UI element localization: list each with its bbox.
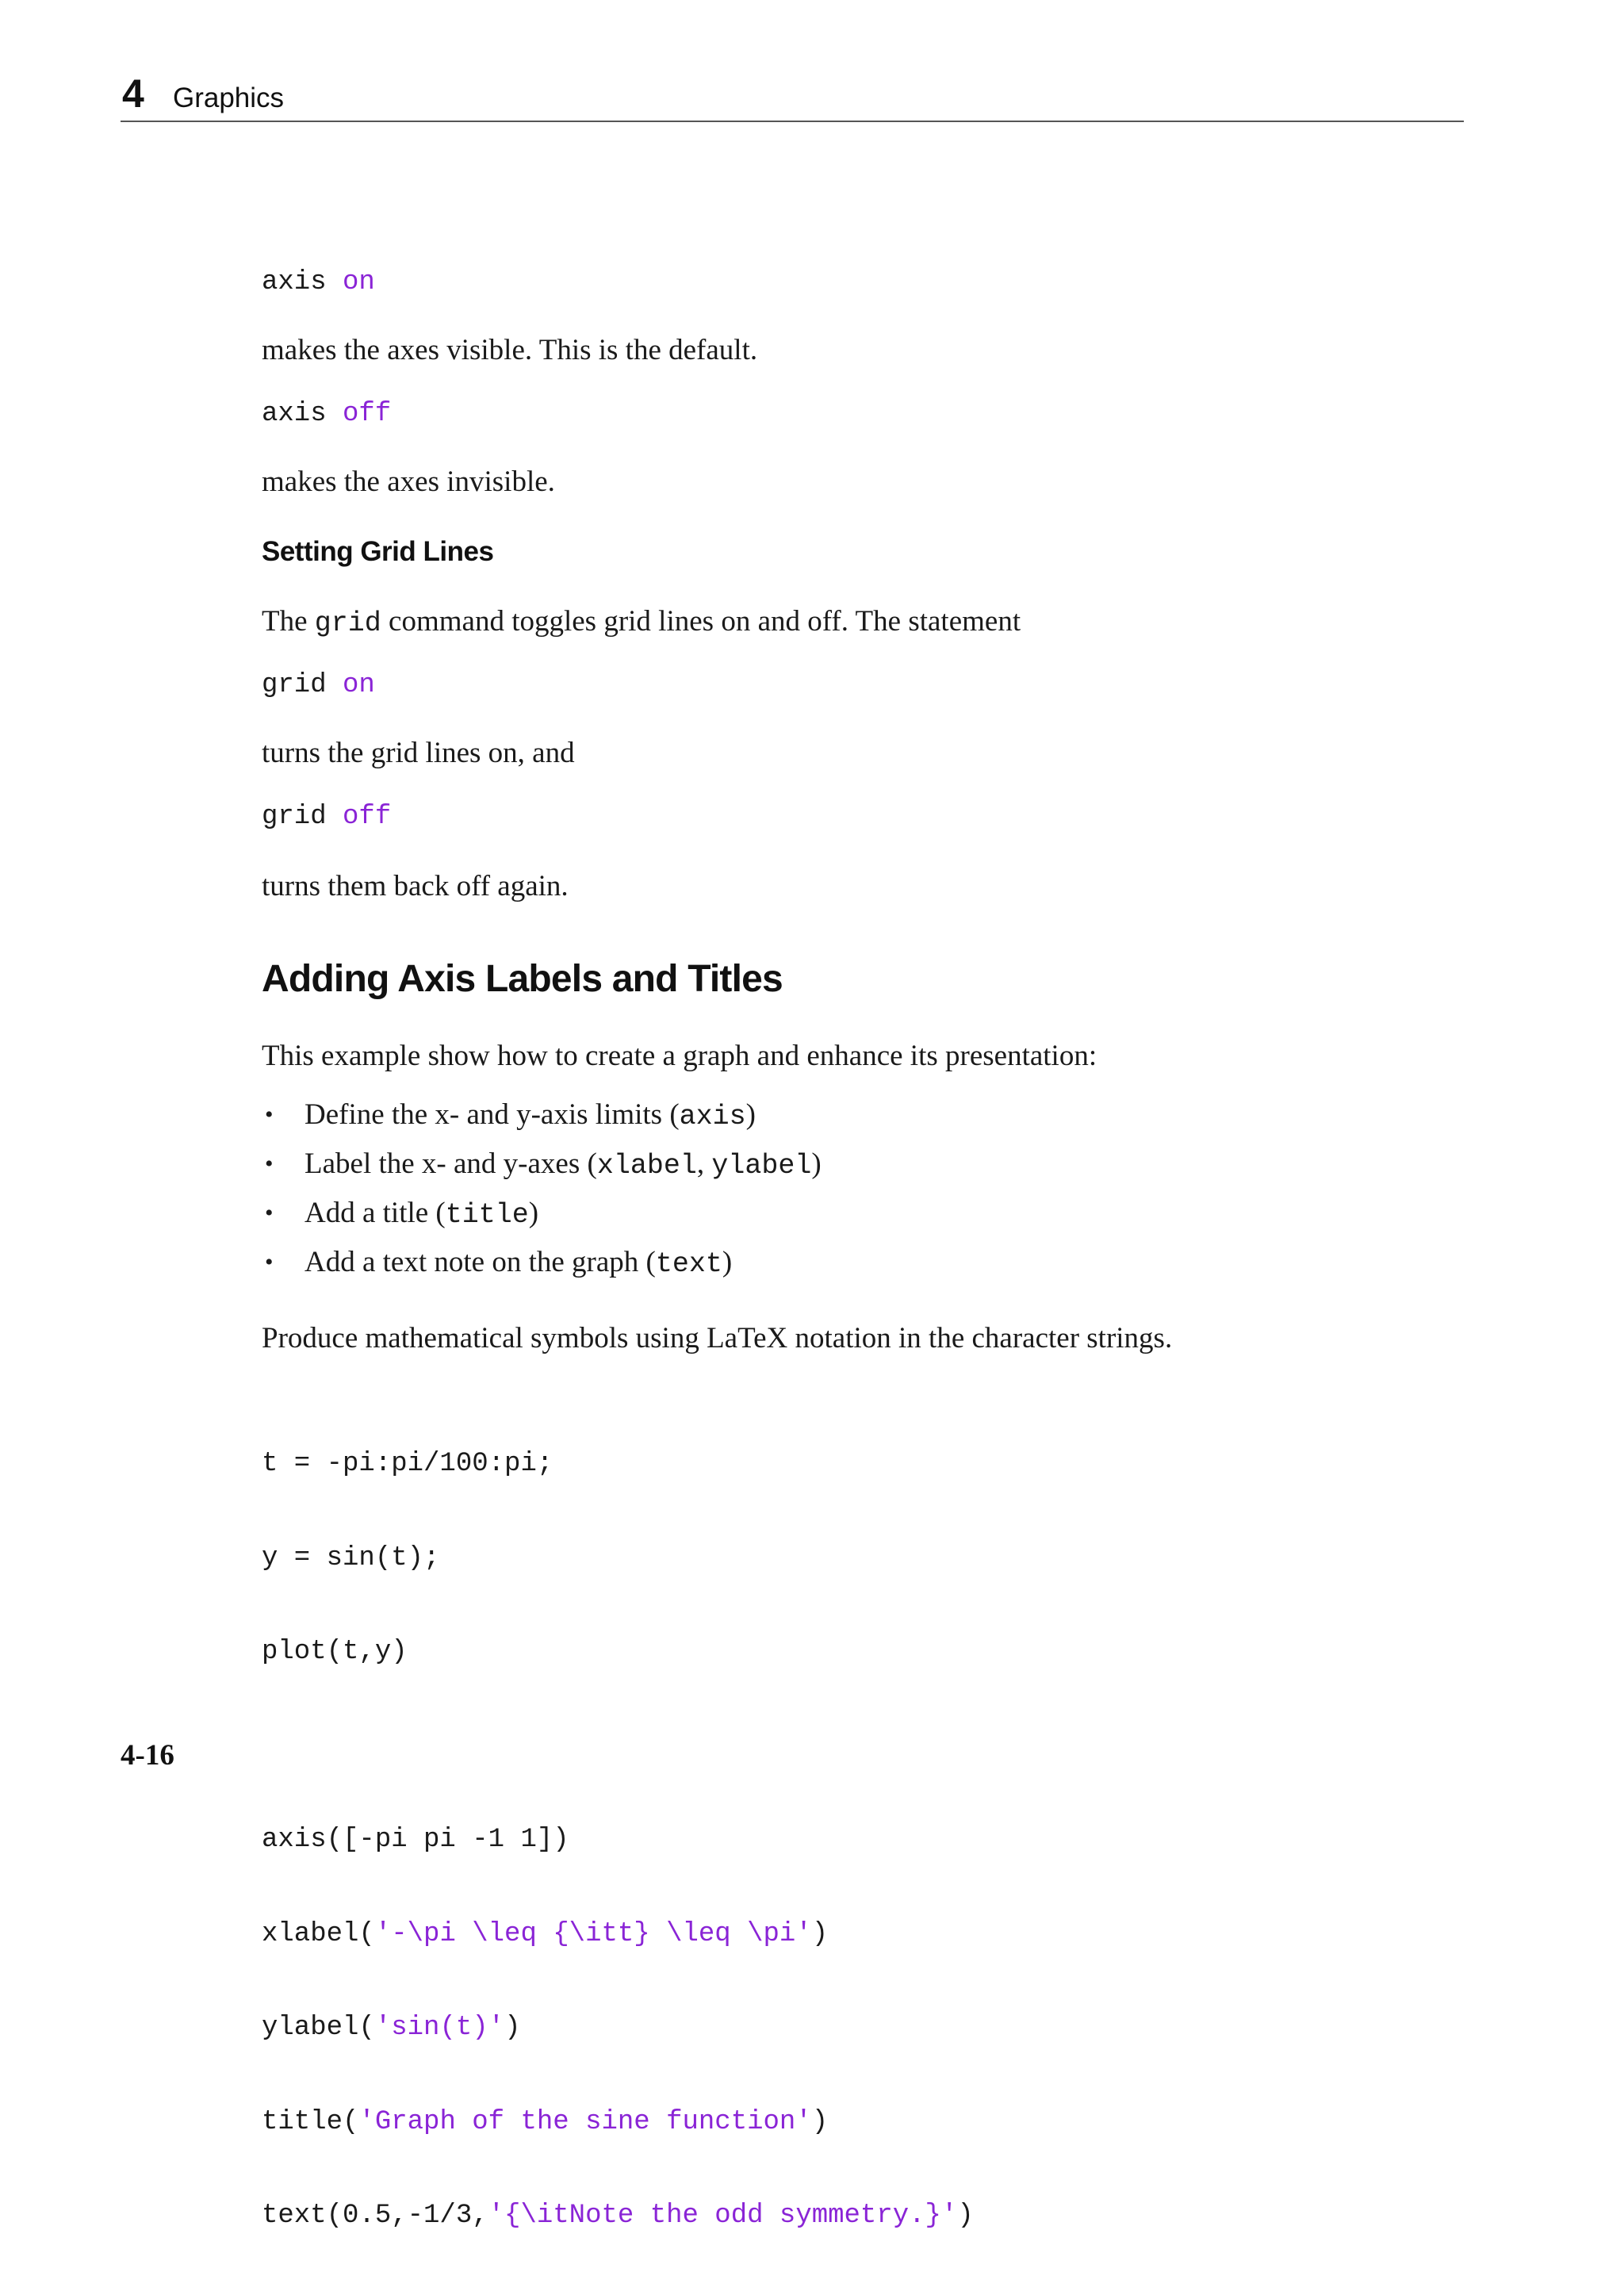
heading-setting-grid-lines: Setting Grid Lines — [262, 536, 494, 567]
paragraph-labels-intro: This example show how to create a graph and enhance its presentation: — [262, 1040, 1097, 1072]
list-item — [262, 1245, 733, 1294]
code-grid-on — [262, 669, 375, 701]
bullet-icon: • — [265, 1151, 274, 1177]
code-keyword: off — [343, 399, 392, 429]
code-text: plot(t,y) — [262, 1637, 408, 1667]
code-line — [262, 1919, 974, 1951]
code-grid-off — [262, 801, 391, 833]
code-line — [262, 1543, 974, 1575]
text: Add a text note on the graph ( — [304, 1246, 656, 1278]
paragraph-grid-on: turns the grid lines on, and — [262, 737, 575, 769]
text: ) — [722, 1246, 733, 1278]
inline-code: grid — [314, 607, 381, 639]
code-axis-on — [262, 266, 375, 298]
list-item — [262, 1147, 822, 1196]
code-line — [262, 1731, 974, 1763]
list-item — [262, 1196, 539, 1245]
code-line — [262, 2107, 974, 2139]
text: command toggles grid lines on and off. The statement — [381, 605, 1021, 638]
chapter-title: Graphics — [173, 82, 285, 113]
inline-code: title — [445, 1199, 529, 1231]
code-text: t = -pi:pi/100:pi; — [262, 1449, 553, 1479]
code-command: grid — [262, 802, 343, 832]
code-text: text(0.5,-1/3, — [262, 2201, 488, 2231]
bullet-list — [262, 1098, 822, 1294]
text: Define the x- and y-axis limits ( — [304, 1098, 680, 1131]
code-block — [262, 1386, 974, 2295]
paragraph-axis-off: makes the axes invisible. — [262, 466, 555, 498]
code-line — [262, 1825, 974, 1856]
paragraph-latex-note: Produce mathematical symbols using LaTeX notation in the character strings. — [262, 1322, 1173, 1354]
code-text: ) — [504, 2013, 521, 2043]
text: ) — [811, 1148, 822, 1180]
paragraph-grid-intro — [262, 604, 1021, 641]
code-text: axis([-pi pi -1 1]) — [262, 1825, 569, 1855]
code-text: y = sin(t); — [262, 1542, 440, 1573]
code-command: axis — [262, 267, 343, 297]
code-line — [262, 2013, 974, 2044]
text: Label the x- and y-axes ( — [304, 1148, 597, 1180]
code-string: '{\itNote the odd symmetry.}' — [488, 2201, 958, 2231]
bullet-icon: • — [265, 1102, 274, 1128]
inline-code: xlabel — [596, 1150, 697, 1182]
inline-code: axis — [679, 1101, 746, 1132]
text: The — [262, 605, 315, 638]
list-item-text — [304, 1098, 756, 1134]
inline-code: ylabel — [711, 1150, 812, 1182]
code-text: ) — [957, 2201, 974, 2231]
bullet-icon: • — [265, 1200, 274, 1226]
code-text: ylabel( — [262, 2013, 375, 2043]
page-header — [121, 70, 1464, 122]
code-text: xlabel( — [262, 1918, 375, 1949]
bullet-icon: • — [265, 1249, 274, 1275]
code-string: 'Graph of the sine function' — [358, 2106, 812, 2137]
list-item-text — [304, 1245, 732, 1282]
code-text: ) — [811, 2106, 829, 2137]
inline-code: text — [655, 1248, 722, 1280]
list-item-text — [304, 1147, 822, 1183]
text: Add a title ( — [304, 1197, 446, 1229]
list-item — [262, 1098, 756, 1147]
code-string: '-\pi \leq {\itt} \leq \pi' — [374, 1918, 812, 1949]
heading-adding-axis-labels: Adding Axis Labels and Titles — [262, 958, 783, 1000]
text: , — [696, 1148, 712, 1180]
code-keyword: on — [343, 267, 375, 297]
text: ) — [528, 1197, 539, 1229]
page-number: 4-16 — [121, 1739, 174, 1772]
code-keyword: off — [343, 802, 392, 832]
list-item-text — [304, 1196, 538, 1232]
code-command: grid — [262, 670, 343, 700]
code-text: title( — [262, 2106, 359, 2137]
text: ) — [745, 1098, 756, 1131]
code-axis-off — [262, 398, 391, 430]
code-line — [262, 1637, 974, 1669]
code-text: ) — [811, 1918, 829, 1949]
code-keyword: on — [343, 670, 375, 700]
paragraph-axis-on: makes the axes visible. This is the default. — [262, 334, 758, 366]
code-line — [262, 2201, 974, 2232]
code-string: 'sin(t)' — [374, 2013, 505, 2043]
code-command: axis — [262, 399, 343, 429]
paragraph-grid-off: turns them back off again. — [262, 870, 569, 902]
chapter-number: 4 — [122, 71, 144, 116]
code-line — [262, 1449, 974, 1481]
